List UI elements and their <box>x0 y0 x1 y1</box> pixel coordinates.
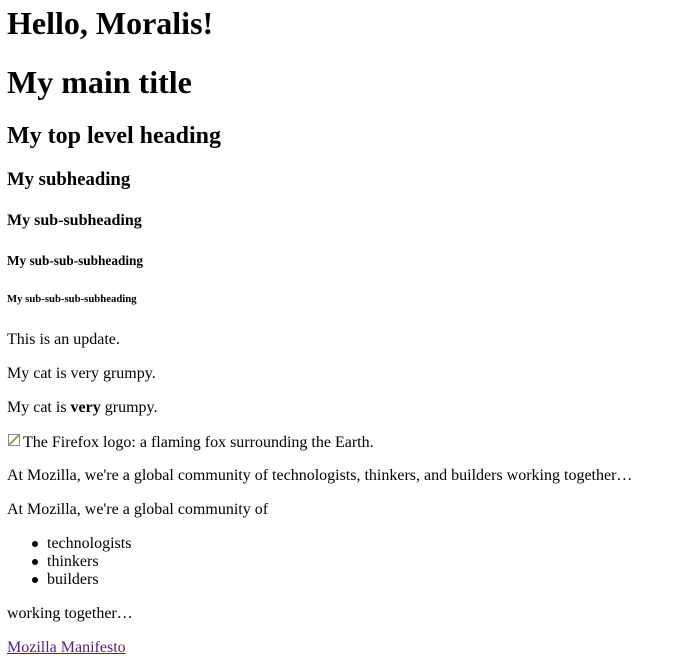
builders-list <box>47 535 131 589</box>
bullet-icon <box>32 559 38 565</box>
cat-paragraph: My cat is very grumpy. <box>7 365 156 382</box>
mozilla-intro: At Mozilla, we're a global community of <box>7 501 269 518</box>
firefox-logo-alt-text: The Firefox logo: a flaming fox surrounding the Earth. <box>23 434 374 451</box>
firefox-logo-image <box>7 433 374 452</box>
cat-strong-prefix: My cat is <box>7 399 71 416</box>
very-strong-text: very <box>70 399 101 416</box>
bullet-icon <box>32 577 38 583</box>
sub-subheading: My sub-subheading <box>7 212 142 229</box>
main-title-heading: My main title <box>7 64 192 100</box>
mozilla-sentence: At Mozilla, we're a global community of technologists, thinkers, and builders working together… <box>7 467 633 484</box>
list-item-thinkers <box>47 553 131 571</box>
list-item-label: thinkers <box>47 553 99 570</box>
bullet-icon <box>32 541 38 547</box>
sub-sub-subheading: My sub-sub-subheading <box>7 253 144 268</box>
sub-sub-sub-subheading: My sub-sub-sub-subheading <box>7 293 137 305</box>
update-paragraph: This is an update. <box>7 331 120 348</box>
list-item-label: builders <box>47 571 99 588</box>
hello-heading: Hello, Moralis! <box>7 5 214 41</box>
subheading: My subheading <box>7 169 131 190</box>
list-item-builders <box>47 571 131 589</box>
broken-image-icon <box>7 433 23 449</box>
broken-image-crack <box>9 435 19 445</box>
list-item-label: technologists <box>47 535 132 552</box>
cat-strong-paragraph <box>7 399 157 417</box>
list-item-technologists <box>47 535 131 553</box>
cat-strong-suffix: grumpy. <box>100 399 158 416</box>
working-together-paragraph: working together… <box>7 605 133 622</box>
top-level-heading: My top level heading <box>7 123 221 149</box>
mozilla-manifesto-link[interactable]: Mozilla Manifesto <box>7 639 126 656</box>
